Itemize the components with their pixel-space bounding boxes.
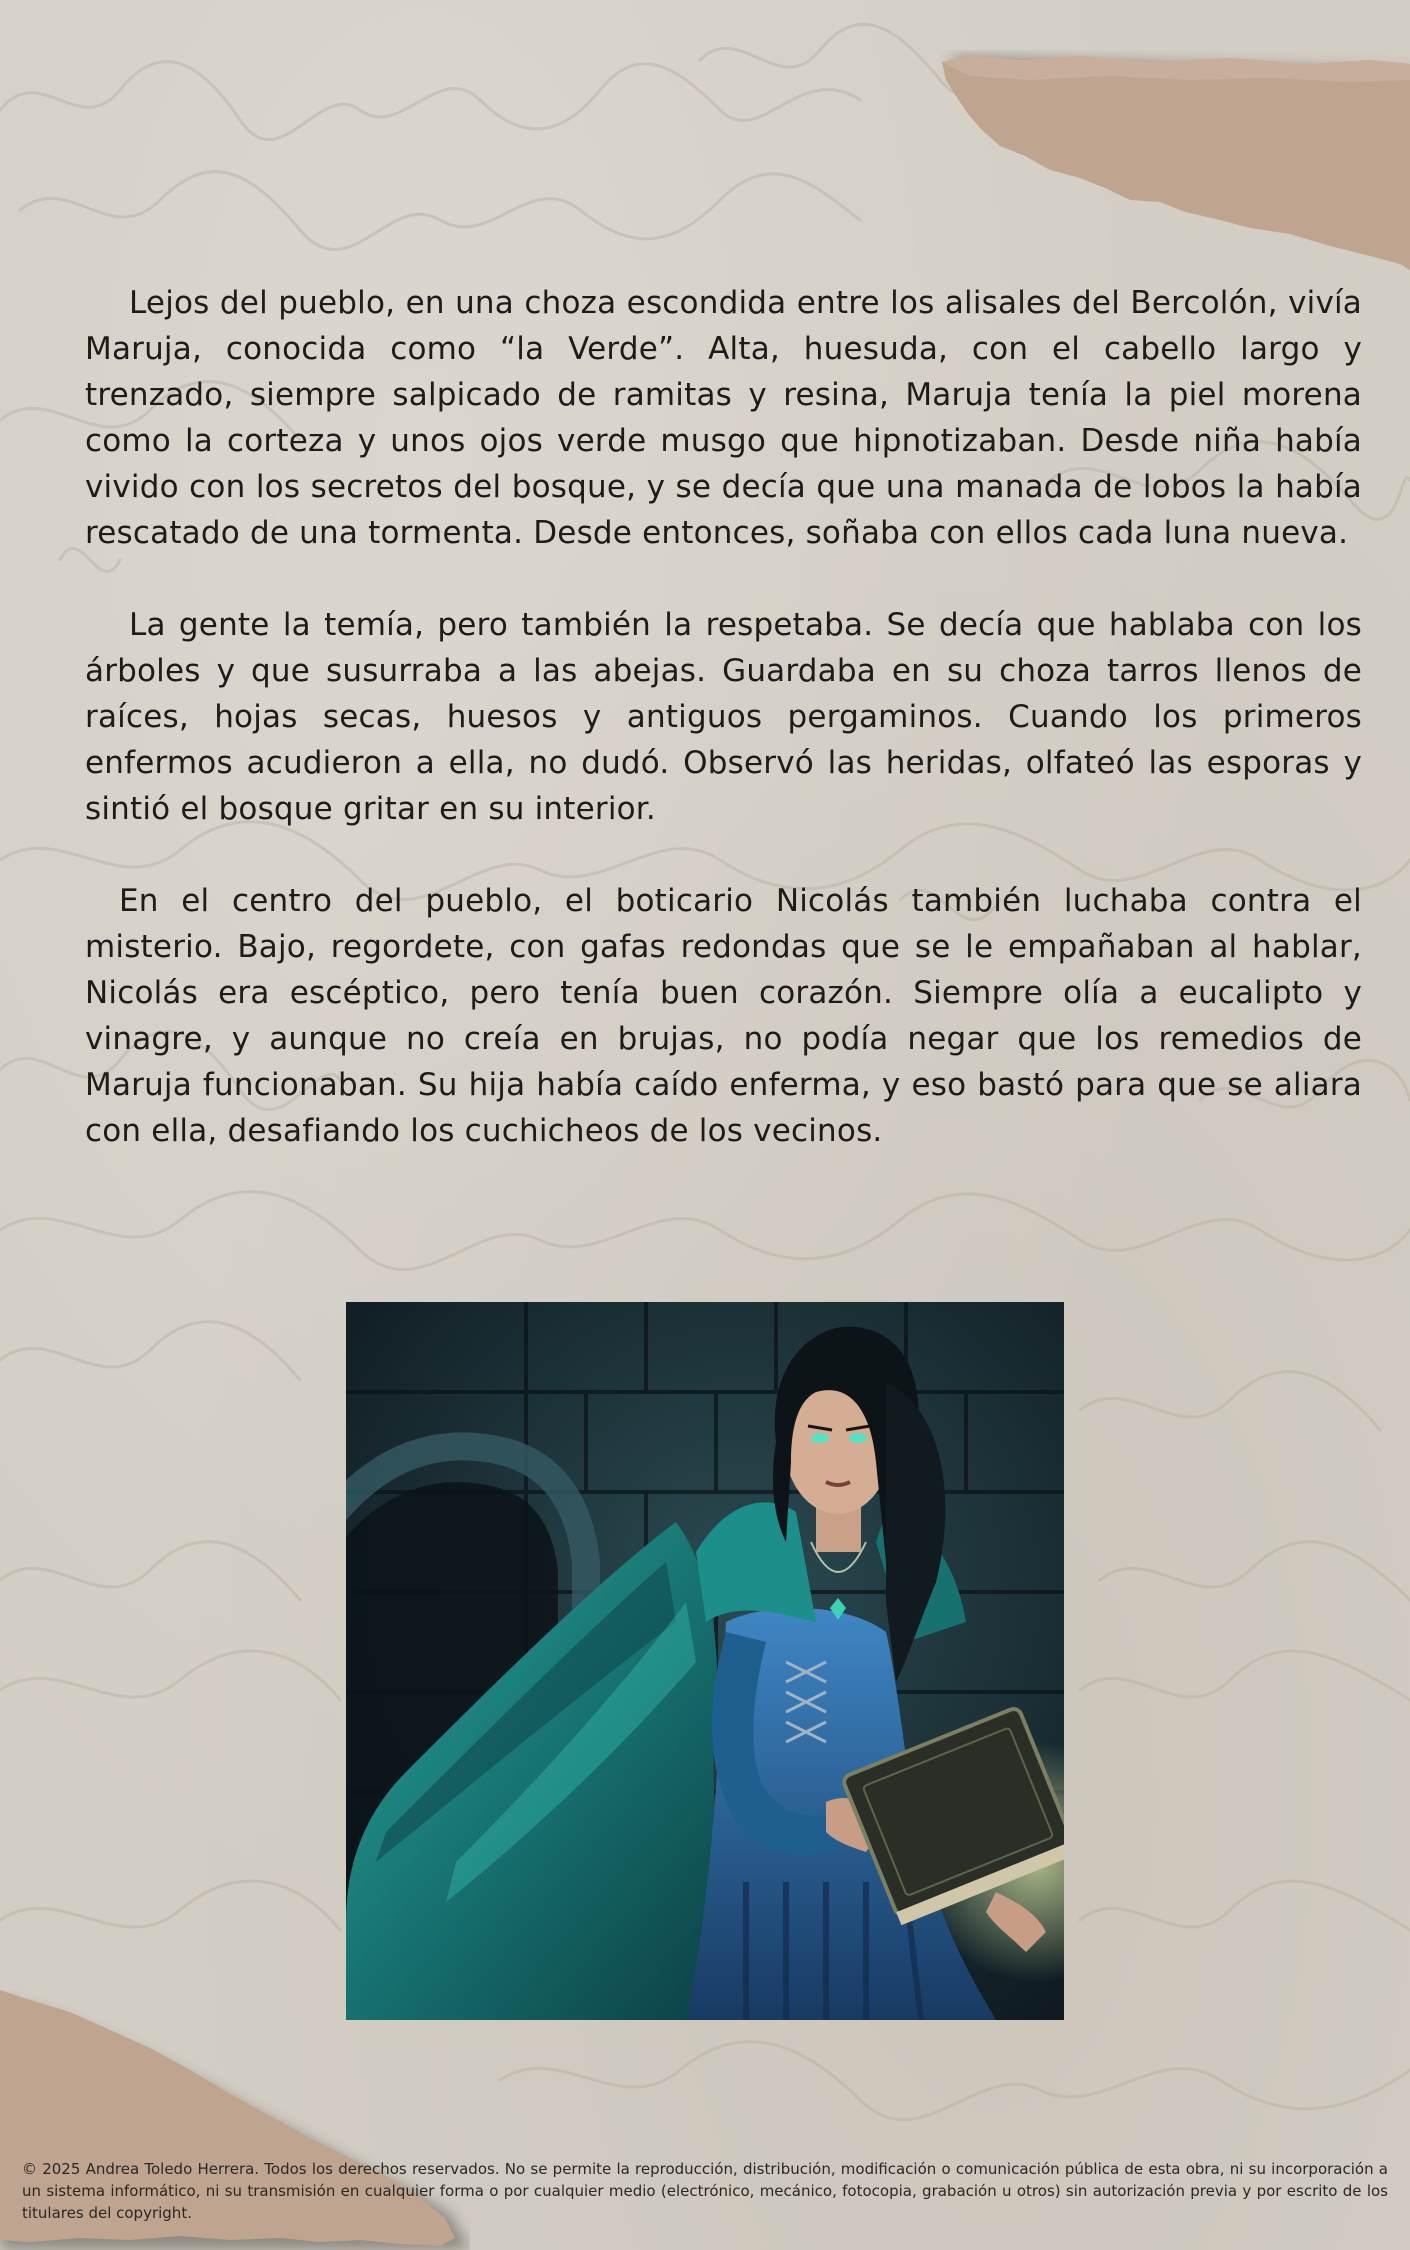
copyright-notice: © 2025 Andrea Toledo Herrera. Todos los derechos reservados. No se permite la reproducción, distribución, modificación o comunicación pública de esta obra, ni su incorporación a un sistema informático, ni su transmisión en cualquier forma o por cualquier medio (electrónico, mecánico, fotocopia, grabación u otros) sin autorización previa y por escrito de los titulares del copyright. [22,2160,1388,2222]
story-paragraph: Lejos del pueblo, en una choza escondida entre los alisales del Bercolón, vivía Maruja, conocida como “la Verde”. Alta, huesuda, con el cabello largo y trenzado, siempre salpicado de ramitas y resina, Maruja tenía la piel morena como la corteza y unos ojos verde musgo que hipnotizaban. Desde niña había vivido con los secretos del bosque, y se decía que una manada de lobos la había rescatado de una tormenta. Desde entonces, soñaba con ellos cada luna nueva. [85,285,1362,551]
story-paragraph: La gente la temía, pero también la respetaba. Se decía que hablaba con los árboles y que susurraba a las abejas. Guardaba en su choza tarros llenos de raíces, hojas secas, huesos y antiguos pergaminos. Cuando los primeros enfermos acudieron a ella, no dudó. Observó las heridas, olfateó las esporas y sintió el bosque gritar en su interior. [85,607,1362,827]
story-paragraph: En el centro del pueblo, el boticario Nicolás también luchaba contra el misterio. Bajo, regordete, con gafas redondas que se le empañaban al hablar, Nicolás era escéptico, pero tenía buen corazón. Siempre olía a eucalipto y vinagre, y aunque no creía en brujas, no podía negar que los remedios de Maruja funcionaban. Su hija había caído enferma, y eso bastó para que se aliara con ella, desafiando los cuchicheos de los vecinos. [85,883,1362,1149]
torn-paper-tape-top [930,50,1410,280]
witch-illustration-art [346,1302,1064,2020]
witch-illustration [346,1302,1064,2020]
story-text [85,280,1362,1200]
